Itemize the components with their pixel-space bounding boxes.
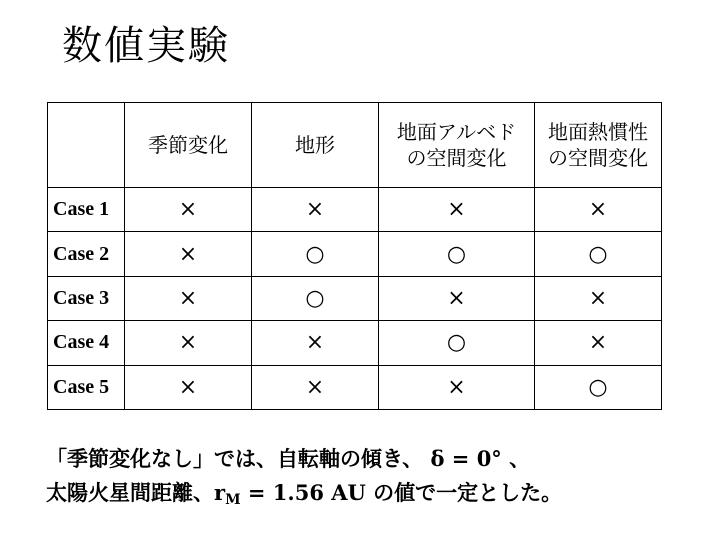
table-cell: ×	[252, 188, 379, 232]
footnote-line-2-value: = 1.56 AU の値で一定とした。	[240, 480, 563, 505]
footnote-line-1: 「季節変化なし」では、自転軸の傾き、 δ = 0° 、	[46, 446, 531, 471]
table-cell: ○	[535, 232, 662, 276]
table-cell: ×	[125, 276, 252, 320]
table-cell: ×	[125, 365, 252, 409]
table-cell: ○	[535, 365, 662, 409]
experiment-table	[47, 102, 662, 410]
table-cell: ×	[125, 188, 252, 232]
slide-title: 数値実験	[62, 23, 230, 69]
table-row	[48, 276, 662, 320]
table-cell: ×	[125, 232, 252, 276]
footnote-subscript: M	[225, 492, 241, 508]
table-cell: ×	[252, 365, 379, 409]
table-cell: ×	[379, 276, 535, 320]
table-cell: ×	[379, 188, 535, 232]
case-label: Case 1	[48, 188, 125, 232]
table-cell: ×	[535, 188, 662, 232]
case-label: Case 4	[48, 321, 125, 365]
footnote-line-2-text: 太陽火星間距離、r	[46, 480, 226, 505]
case-label: Case 5	[48, 365, 125, 409]
header-row	[48, 103, 662, 188]
header-corner	[48, 103, 125, 188]
case-label: Case 3	[48, 276, 125, 320]
table-cell: ×	[252, 321, 379, 365]
table-cell: ○	[252, 232, 379, 276]
table-row	[48, 188, 662, 232]
header-albedo-variation: 地面アルベド の空間変化	[379, 103, 535, 188]
header-topography: 地形	[252, 103, 379, 188]
table-cell: ○	[379, 232, 535, 276]
header-thermal-inertia-variation: 地面熱慣性 の空間変化	[535, 103, 662, 188]
table-row	[48, 232, 662, 276]
header-seasonal-change: 季節変化	[125, 103, 252, 188]
footnote-line-2	[46, 476, 562, 517]
table-row	[48, 321, 662, 365]
table-cell: ○	[252, 276, 379, 320]
table-cell: ×	[379, 365, 535, 409]
table-cell: ×	[125, 321, 252, 365]
case-label: Case 2	[48, 232, 125, 276]
table-cell: ○	[379, 321, 535, 365]
table-cell: ×	[535, 276, 662, 320]
footnote	[46, 442, 562, 517]
table-cell: ×	[535, 321, 662, 365]
table-row	[48, 365, 662, 409]
